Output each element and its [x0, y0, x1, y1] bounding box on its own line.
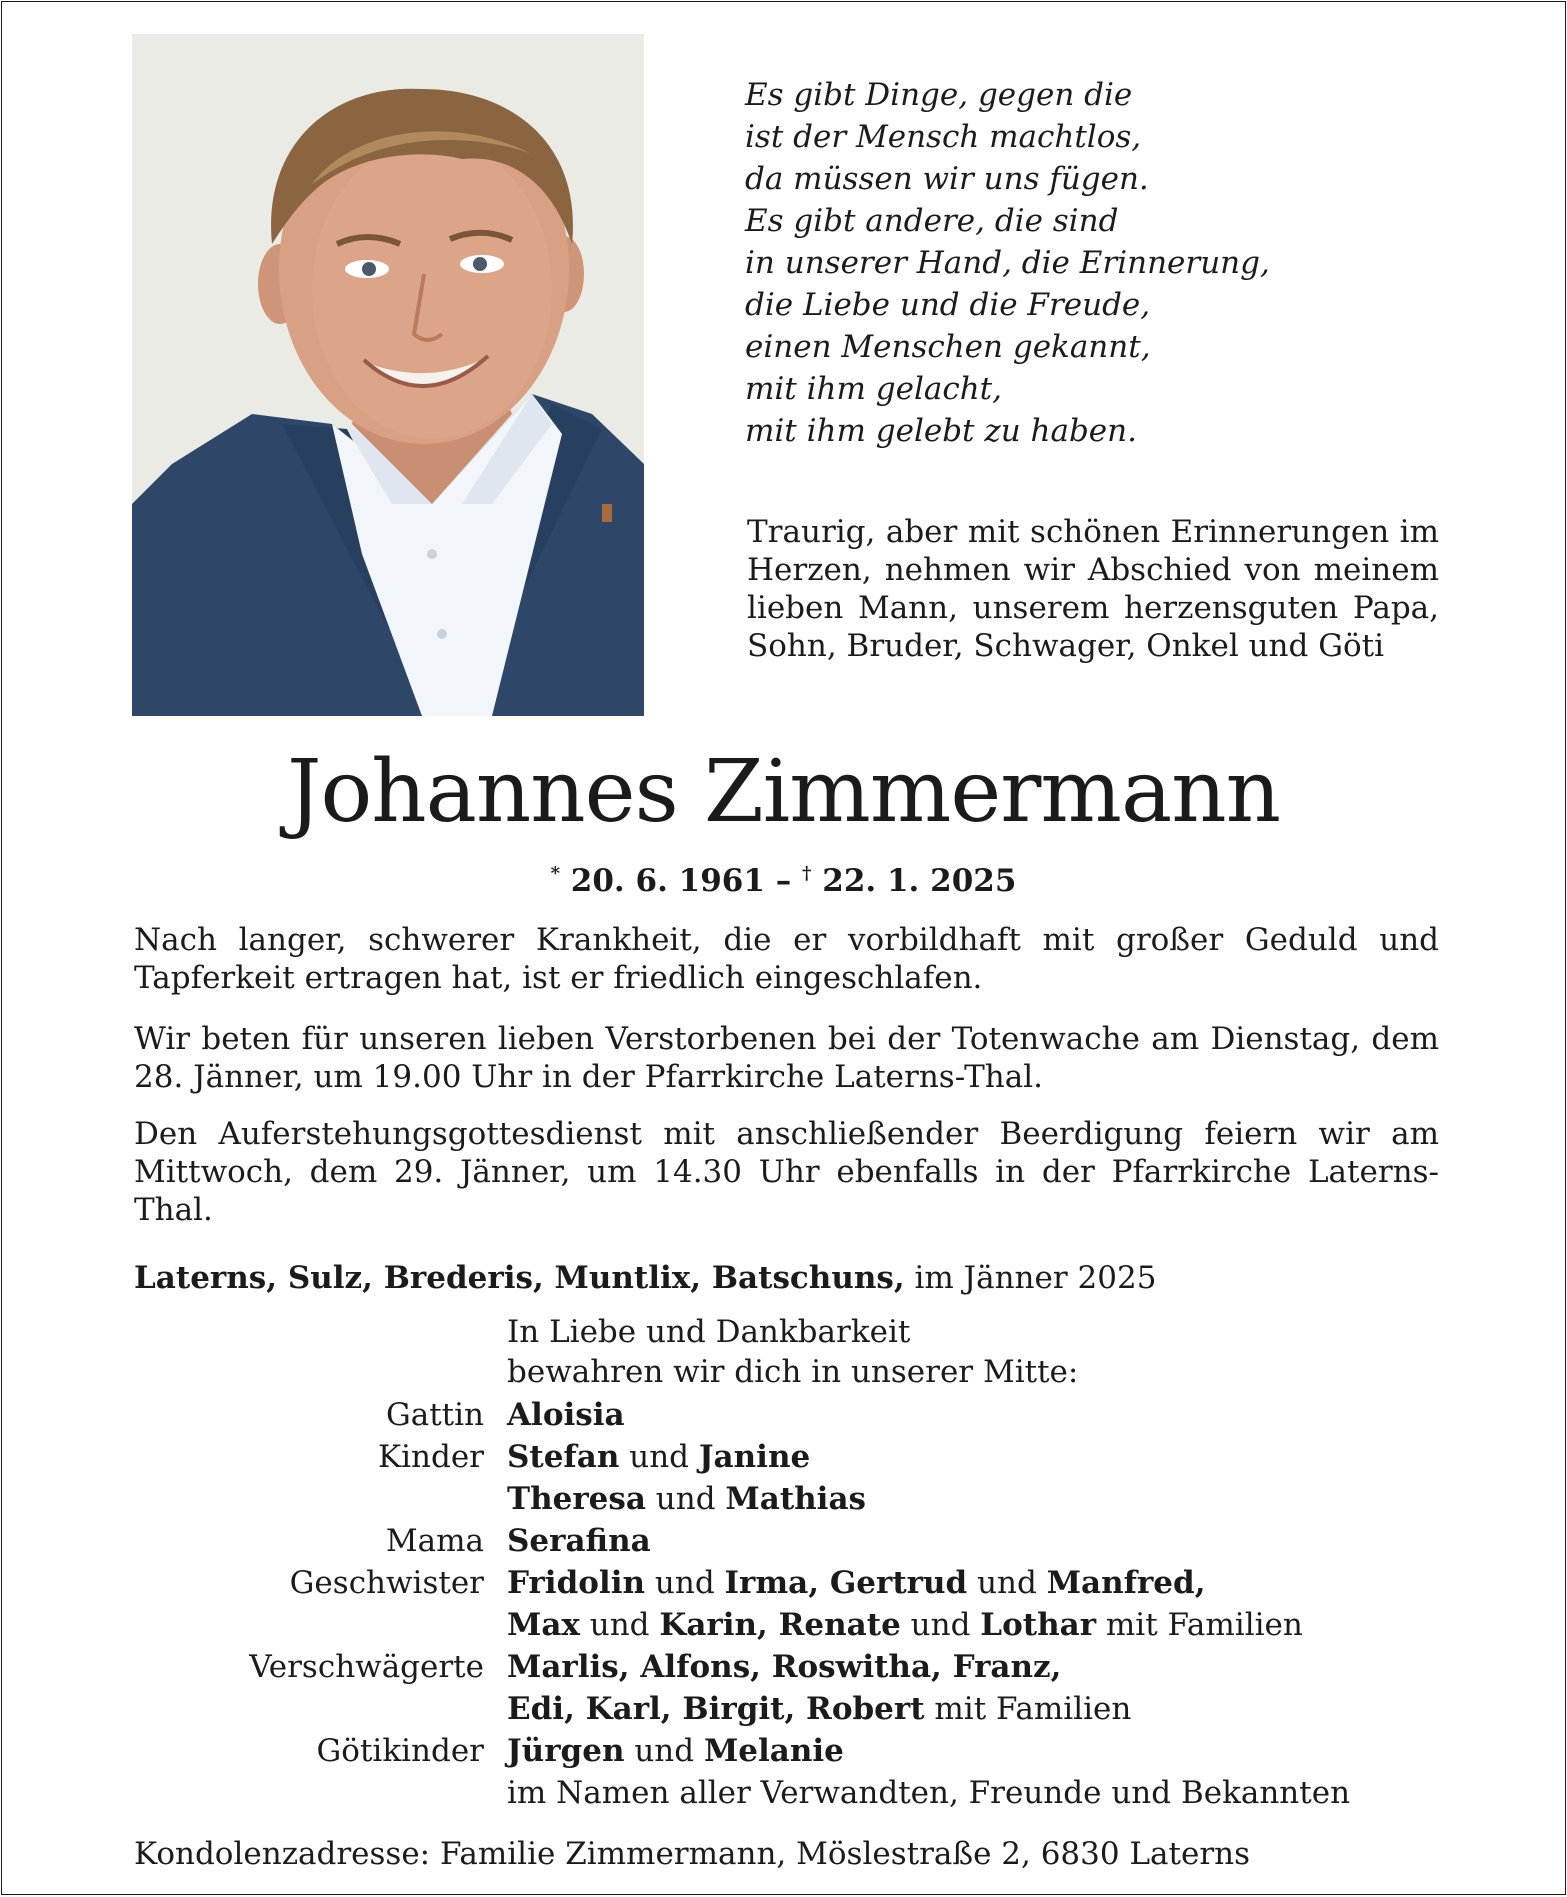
family-member-name: Mathias — [725, 1481, 866, 1517]
death-date: 22. 1. 2025 — [822, 863, 1017, 899]
family-member-name: Max — [507, 1607, 580, 1643]
family-connector-text: und — [967, 1565, 1047, 1601]
illness-paragraph: Nach langer, schwerer Krankheit, die er vorbildhaft mit großer Geduld und Tapferkeit ertragen hat, ist er friedlich eingeschlafen. — [134, 922, 1439, 996]
farewell-intro: Traurig, aber mit schönen Erinnerungen im Herzen, nehmen wir Abschied von meinem lieben Mann, unserem herzensguten Papa, Sohn, Bruder, Schwager, Onkel und Göti — [747, 514, 1439, 664]
family-member-name: Lothar — [980, 1607, 1097, 1643]
vigil-paragraph: Wir beten für unseren lieben Verstorbenen bei der Totenwache am Dienstag, dem 28. Jänner, um 19.00 Uhr in der Pfarrkirche Laterns-Thal. — [134, 1021, 1439, 1095]
poem — [745, 74, 1270, 452]
family-row — [134, 1394, 1454, 1436]
family-connector-text: im Namen aller Verwandten, Freunde und Bekannten — [507, 1775, 1351, 1811]
family-connector-text: und — [645, 1481, 726, 1517]
family-row — [134, 1646, 1454, 1688]
family-members — [507, 1520, 1454, 1562]
family-member-name: Theresa — [507, 1481, 646, 1517]
family-members — [507, 1730, 1454, 1772]
family-member-name: Stefan — [507, 1439, 620, 1475]
life-dates — [2, 854, 1565, 901]
obituary-page — [1, 1, 1566, 1895]
family-member-name: Melanie — [703, 1733, 844, 1769]
family-row — [134, 1520, 1454, 1562]
love-lines — [507, 1312, 1078, 1392]
family-row — [134, 1562, 1454, 1604]
family-member-name: Janine — [698, 1439, 811, 1475]
family-row — [134, 1436, 1454, 1478]
birth-mark: * — [550, 863, 560, 884]
family-relation-label: Kinder — [377, 1439, 484, 1475]
family-connector-text: und — [579, 1607, 660, 1643]
portrait-image — [132, 34, 644, 716]
family-member-name: Aloisia — [507, 1397, 625, 1433]
places-names: Laterns, Sulz, Brederis, Muntlix, Batschuns, — [134, 1260, 905, 1296]
family-relation-label: Geschwister — [289, 1565, 484, 1601]
poem-line: die Liebe und die Freude, — [745, 287, 1151, 323]
family-connector-text: mit Familien — [924, 1691, 1132, 1727]
family-row — [134, 1772, 1454, 1814]
family-members — [507, 1562, 1454, 1604]
poem-line: da müssen wir uns fügen. — [745, 161, 1149, 197]
poem-line: ist der Mensch machtlos, — [745, 119, 1142, 155]
family-row — [134, 1688, 1454, 1730]
family-member-name: Edi, Karl, Birgit, Robert — [507, 1691, 925, 1727]
family-members — [507, 1688, 1454, 1730]
family-row — [134, 1478, 1454, 1520]
condolence-address: Kondolenzadresse: Familie Zimmermann, Möslestraße 2, 6830 Laterns — [134, 1836, 1251, 1872]
family-relation-label — [134, 1604, 507, 1646]
family-row — [134, 1730, 1454, 1772]
family-connector-text: mit Familien — [1096, 1607, 1303, 1643]
family-relation-label — [134, 1478, 507, 1520]
places-line — [134, 1259, 1156, 1297]
family-members — [507, 1394, 1454, 1436]
poem-line: einen Menschen gekannt, — [745, 329, 1151, 365]
poem-line: Es gibt andere, die sind — [745, 203, 1119, 239]
family-members — [507, 1772, 1454, 1814]
love-line: In Liebe und Dankbarkeit — [507, 1314, 911, 1350]
funeral-paragraph: Den Auferstehungsgottesdienst mit anschließender Beerdigung feiern wir am Mittwoch, dem 29. Jänner, um 14.30 Uhr ebenfalls in der Pfarrkirche Laterns-Thal. — [134, 1116, 1439, 1228]
death-mark: † — [802, 863, 812, 884]
love-line: bewahren wir dich in unserer Mitte: — [507, 1354, 1079, 1390]
poem-line: mit ihm gelebt zu haben. — [745, 413, 1137, 449]
family-relation-label — [134, 1772, 507, 1814]
poem-line: in unserer Hand, die Erinnerung, — [745, 245, 1270, 281]
birth-date: 20. 6. 1961 — [570, 863, 765, 899]
family-members — [507, 1604, 1454, 1646]
family-member-name: Marlis, Alfons, Roswitha, Franz, — [507, 1649, 1062, 1685]
family-relation-label — [134, 1688, 507, 1730]
family-relation-label: Verschwägerte — [249, 1649, 484, 1685]
family-list — [134, 1394, 1454, 1814]
family-member-name: Jürgen — [507, 1733, 625, 1769]
family-member-name: Serafina — [507, 1523, 651, 1559]
family-member-name: Karin, Renate — [659, 1607, 901, 1643]
family-connector-text: und — [645, 1565, 725, 1601]
family-relation-label: Gattin — [385, 1397, 484, 1433]
poem-line: mit ihm gelacht, — [745, 371, 1002, 407]
family-relation-label: Mama — [385, 1523, 484, 1559]
family-row — [134, 1604, 1454, 1646]
family-members — [507, 1478, 1454, 1520]
poem-line: Es gibt Dinge, gegen die — [745, 77, 1133, 113]
family-connector-text: und — [900, 1607, 981, 1643]
family-members — [507, 1436, 1454, 1478]
family-member-name: Fridolin — [507, 1565, 646, 1601]
family-relation-label: Götikinder — [316, 1733, 484, 1769]
family-member-name: Manfred, — [1046, 1565, 1206, 1601]
family-connector-text: und — [624, 1733, 704, 1769]
places-date: im Jänner 2025 — [914, 1260, 1157, 1296]
family-member-name: Irma, Gertrud — [724, 1565, 968, 1601]
family-connector-text: und — [619, 1439, 699, 1475]
portrait-photo — [132, 34, 644, 716]
date-dash: – — [775, 863, 792, 899]
family-members — [507, 1646, 1454, 1688]
deceased-name: Johannes Zimmermann — [286, 742, 1280, 842]
